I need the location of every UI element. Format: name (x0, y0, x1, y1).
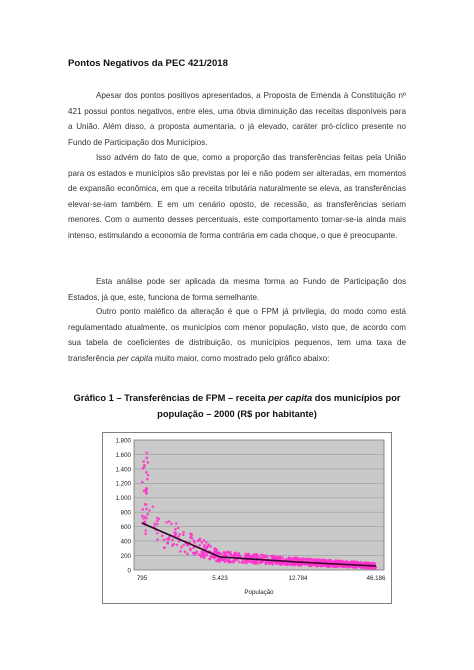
scatter-point (313, 559, 316, 562)
scatter-point (177, 526, 180, 529)
scatter-point (260, 553, 263, 556)
scatter-point (174, 528, 177, 531)
scatter-point (163, 546, 166, 549)
scatter-point (266, 556, 269, 559)
scatter-point (322, 558, 325, 561)
scatter-point (156, 517, 159, 520)
scatter-point (186, 553, 189, 556)
scatter-point (213, 556, 216, 559)
scatter-point (360, 566, 363, 569)
scatter-point (172, 543, 175, 546)
scatter-point (171, 538, 174, 541)
scatter-point (182, 531, 185, 534)
scatter-point (190, 535, 193, 538)
scatter-point (365, 566, 368, 569)
caption-text-end: dos municípios por população – 2000 (R$ por habitante) (157, 393, 401, 419)
scatter-point (147, 474, 150, 477)
x-tick-label: 12.784 (288, 575, 308, 582)
scatter-point (251, 561, 254, 564)
scatter-point (195, 550, 198, 553)
scatter-point (141, 515, 144, 518)
y-tick-label: 1.800 (115, 437, 131, 445)
scatter-point (205, 541, 208, 544)
scatter-point (292, 563, 295, 566)
scatter-point (221, 558, 224, 561)
scatter-point (186, 544, 189, 547)
scatter-point (255, 555, 258, 558)
scatter-point (192, 539, 195, 542)
scatter-point (173, 531, 176, 534)
y-tick-label: 600 (120, 524, 131, 532)
scatter-point (144, 515, 147, 518)
scatter-point (278, 558, 281, 561)
scatter-point (306, 559, 309, 562)
scatter-point (241, 561, 244, 564)
scatter-point (209, 545, 212, 548)
scatter-point (144, 503, 147, 506)
scatter-point (374, 562, 377, 565)
scatter-point (145, 471, 148, 474)
scatter-point (166, 538, 169, 541)
scatter-point (179, 550, 182, 553)
scatter-point (145, 452, 148, 455)
scatter-point (259, 561, 262, 564)
y-tick-label: 1.400 (115, 466, 131, 474)
scatter-point (353, 566, 356, 569)
scatter-point (310, 564, 313, 567)
scatter-point (325, 565, 328, 568)
scatter-point (230, 554, 233, 557)
scatter-point (329, 559, 332, 562)
paragraph-4: Outro ponto maléfico da alteração é que o FPM já privilegia, do modo como está regulamentado atualmente, os municípios com menor população, visto que, de acordo com sua tabela de coeficientes de distribuição, os municípios pequenos, tem uma taxa de transferência per capita muito maior, como mostrado pelo gráfico abaixo: (68, 307, 406, 363)
scatter-point (182, 544, 185, 547)
scatter-point (198, 544, 201, 547)
scatter-point (156, 520, 159, 523)
scatter-point (144, 520, 147, 523)
scatter-point (184, 550, 187, 553)
x-tick-label: 5.423 (212, 575, 228, 582)
paragraph-2: Isso advém do fato de que, como a proporção das transferências feitas pela União para os estados e municípios são previstas por lei e não podem ser alteradas, em momentos de expansão econômica, em que a receita tributária naturalmente se eleva, as transferências elevar-se-iam também. E em um cenário oposto, de recessão, as transferências seriam menores. Com o aumento desses percentuais, este comportamento tornar-se-ia ainda mais intenso, estimulando a economia de forma contrária em cada choque, o que é preocupante. (68, 153, 406, 240)
scatter-point (177, 535, 180, 538)
scatter-point (270, 561, 273, 564)
chart-svg (102, 432, 392, 604)
x-axis-label: População (244, 589, 274, 596)
y-tick-label: 200 (120, 552, 131, 560)
scatter-point (156, 523, 159, 526)
scatter-point (161, 534, 164, 537)
y-tick-label: 1.600 (115, 451, 131, 459)
scatter-point (156, 538, 159, 541)
scatter-point (168, 520, 171, 523)
scatter-point (176, 544, 179, 547)
x-tick-label: 46.186 (366, 575, 386, 582)
paragraph-1: Apesar dos pontos positivos apresentados, a Proposta de Emenda à Constituição nº 421 possui pontos negativos, entre eles, uma óbvia diminuição das receitas disponíveis para a União. Além disso, a proposta aumentaria, o já elevado, caráter pró-cíclico presente no Fundo de Participação dos Municípios. (68, 91, 406, 147)
scatter-point (284, 563, 287, 566)
scatter-point (232, 559, 235, 562)
scatter-point (189, 532, 192, 535)
scatter-point (175, 522, 178, 525)
scatter-point (144, 529, 147, 532)
scatter-point (200, 551, 203, 554)
scatter-point (223, 551, 226, 554)
scatter-point (201, 541, 204, 544)
scatter-point (166, 542, 169, 545)
scatter-point (203, 539, 206, 542)
scatter-point (297, 564, 300, 567)
scatter-point (369, 562, 372, 565)
scatter-point (229, 561, 232, 564)
scatter-point (262, 556, 265, 559)
scatter-point (197, 540, 200, 543)
scatter-point (213, 547, 216, 550)
figure-caption (68, 390, 406, 422)
scatter-point (182, 533, 185, 536)
scatter-point (358, 562, 361, 565)
scatter-point (238, 561, 241, 564)
scatter-point (197, 553, 200, 556)
scatter-point (334, 560, 337, 563)
scatter-point (146, 478, 149, 481)
scatter-point (217, 558, 220, 561)
plot-area (134, 440, 384, 570)
chart (102, 432, 392, 604)
paragraph-4-emphasis: per capita (117, 353, 153, 363)
scatter-point (163, 538, 166, 541)
scatter-point (220, 553, 223, 556)
scatter-point (200, 553, 203, 556)
scatter-point (243, 561, 246, 564)
scatter-point (165, 521, 168, 524)
scatter-point (144, 533, 147, 536)
scatter-point (154, 522, 157, 525)
scatter-point (285, 558, 288, 561)
scatter-point (142, 508, 145, 511)
scatter-point (227, 551, 230, 554)
caption-text-start: Gráfico 1 – Transferências de FPM – receita (73, 393, 269, 403)
scatter-point (281, 556, 284, 559)
scatter-point (146, 513, 149, 516)
section-heading: Pontos Negativos da PEC 421/2018 (68, 58, 228, 69)
scatter-point (246, 553, 249, 556)
scatter-point (224, 560, 227, 563)
y-tick-label: 1.000 (115, 495, 131, 503)
y-tick-label: 1.200 (115, 480, 131, 488)
y-tick-label: 0 (127, 567, 131, 575)
scatter-point (328, 565, 331, 568)
scatter-point (301, 557, 304, 560)
scatter-point (234, 555, 237, 558)
scatter-point (373, 567, 376, 570)
scatter-point (338, 560, 341, 563)
scatter-point (180, 546, 183, 549)
scatter-point (145, 457, 148, 460)
y-tick-label: 400 (120, 538, 131, 546)
scatter-point (288, 558, 291, 561)
caption-emphasis: per capita (268, 393, 313, 403)
y-tick-label: 800 (120, 509, 131, 517)
scatter-point (142, 460, 145, 463)
scatter-point (148, 509, 151, 512)
scatter-point (348, 562, 351, 565)
scatter-point (265, 562, 268, 565)
scatter-point (141, 481, 144, 484)
scatter-point (152, 505, 155, 508)
scatter-point (145, 491, 148, 494)
scatter-point (145, 508, 148, 511)
scatter-point (178, 533, 181, 536)
scatter-point (203, 554, 206, 557)
scatter-point (251, 555, 254, 558)
scatter-point (192, 552, 195, 555)
scatter-point (147, 461, 150, 464)
scatter-point (170, 522, 173, 525)
scatter-point (156, 532, 159, 535)
scatter-point (254, 562, 257, 565)
scatter-point (189, 549, 192, 552)
scatter-point (203, 544, 206, 547)
scatter-point (143, 465, 146, 468)
x-tick-label: 795 (136, 575, 148, 582)
paragraph-3: Esta análise pode ser aplicada da mesma forma ao Fundo de Participação dos Estados, já que, este, funciona de forma semelhante. (68, 277, 406, 302)
